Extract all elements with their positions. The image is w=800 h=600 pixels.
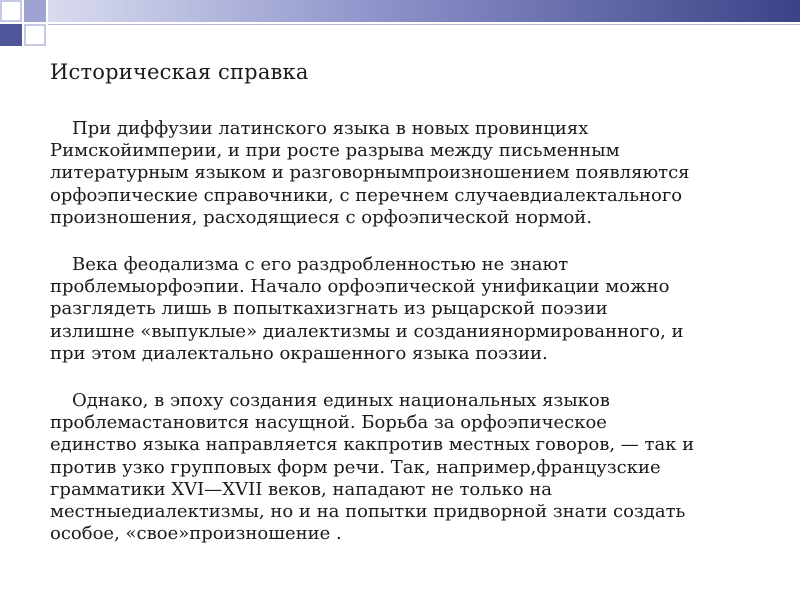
- header-square-light: [24, 0, 46, 22]
- header-square-outline: [0, 0, 22, 22]
- header-square-outline: [24, 24, 46, 46]
- slide-title: Историческая справка: [50, 60, 309, 84]
- header-square-dark: [0, 24, 22, 46]
- header-gradient-band: [48, 0, 800, 22]
- slide-body: [50, 118, 762, 570]
- header-divider: [48, 24, 800, 25]
- paragraph: Однако, в эпоху создания единых национальных языков проблемастановится насущной. Борьба за орфоэпическое единство языка направляется какпротив местных говоров, — так и против узко групповых форм речи. Так, например,французские грамматики XVI—XVII веков, нападают не только на местныедиалектизмы, но и на попытки придворной знати создать особое, «свое»произношение .: [50, 390, 695, 545]
- paragraph: Века феодализма с его раздробленностью не знают проблемыорфоэпии. Начало орфоэпической унификации можно разглядеть лишь в попыткахизгнать из рыцарской поэзии излишне «выпуклые» диалектизмы и созданиянормированного, и при этом диалектально окрашенного языка поэзии.: [50, 254, 684, 364]
- paragraph: При диффузии латинского языка в новых провинциях Римскойимперии, и при росте разрыва между письменным литературным языком и разговорнымпроизношением появляются орфоэпические справочники, с перечнем случаевдиалектального произношения, расходящиеся с орфоэпической нормой.: [50, 118, 690, 228]
